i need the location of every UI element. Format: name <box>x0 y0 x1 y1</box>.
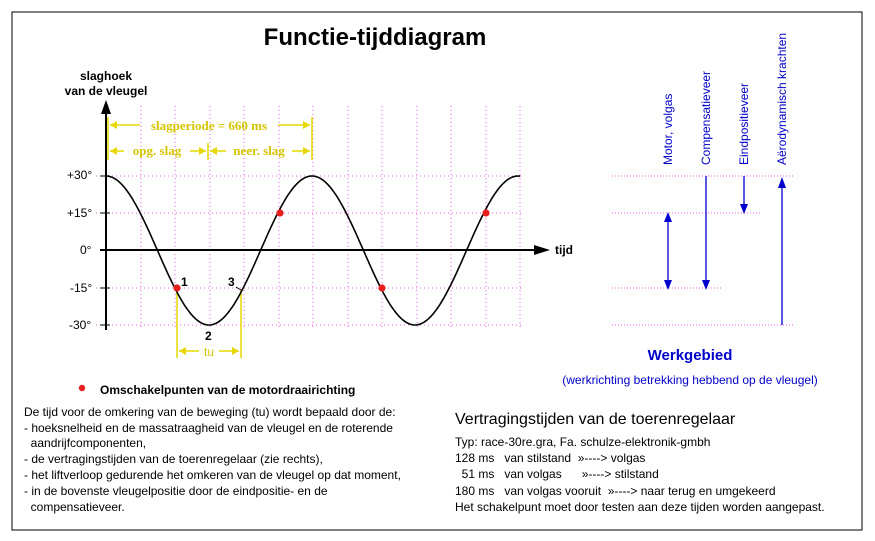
tick-label-minus15: -15° <box>70 281 93 295</box>
switch-point-2 <box>276 209 283 216</box>
delays-type: Typ: race-30re.gra, Fa. schulze-elektronik-gmbh <box>455 435 711 449</box>
force-label-motor: Motor, volgas <box>661 93 675 165</box>
tick-label-plus30: +30° <box>67 168 93 182</box>
y-label-line2: van de vleugel <box>64 84 148 98</box>
switch-point-3 <box>378 284 385 291</box>
x-label: tijd <box>555 243 573 257</box>
tick-label-plus15: +15° <box>67 206 93 220</box>
explanation-line-4: - de vertragingstijden van de toerenregelaar (zie rechts), <box>24 452 323 466</box>
explanation-line-1: De tijd voor de omkering van de beweging (tu) wordt bepaald door de: <box>24 405 396 419</box>
grid <box>96 106 522 330</box>
point-label-1: 1 <box>181 275 188 289</box>
tick-label-minus30: -30° <box>69 318 92 332</box>
delays-title: Vertragingstijden van de toerenregelaar <box>455 411 736 428</box>
down-stroke-label: neer. slag <box>233 143 285 158</box>
up-stroke-label: opg. slag <box>132 143 182 158</box>
force-label-aero: Aërodynamisch krachten <box>775 32 789 165</box>
force-label-compensation: Compensatieveer <box>699 70 713 165</box>
force-arrows <box>664 176 786 325</box>
diagram-title: Functie-tijddiagram <box>263 24 487 51</box>
period-label: slagperiode = 660 ms <box>150 118 268 133</box>
explanation-line-3: aandrijfcomponenten, <box>24 436 147 450</box>
delay-row-2: 51 ms van volgas »----> stilstand <box>455 467 659 481</box>
y-axis-arrow <box>101 100 111 114</box>
y-label-line1: slaghoek <box>79 69 133 83</box>
workarea-subtitle: (werkrichting betrekking hebbend op de vleugel) <box>562 373 818 387</box>
delay-row-1: 128 ms van stilstand »----> volgas <box>455 451 646 465</box>
tick-label-zero: 0° <box>80 243 92 257</box>
x-axis-arrow <box>534 245 550 255</box>
switch-point-4 <box>482 209 489 216</box>
tu-label: tu <box>203 345 215 359</box>
force-label-endposition: Eindpositieveer <box>737 82 751 165</box>
explanation-line-2: - hoeksnelheid en de massatraagheid van de vleugel en de roterende <box>24 421 393 435</box>
legend-dot <box>79 385 85 391</box>
legend-label: Omschakelpunten van de motordraairichting <box>100 383 356 397</box>
switch-point-1 <box>173 284 180 291</box>
delay-row-3: 180 ms van volgas vooruit »----> naar terug en umgekeerd <box>455 484 776 498</box>
aero-arrow <box>778 177 786 188</box>
delays-note: Het schakelpunt moet door testen aan deze tijden worden aangepast. <box>455 500 825 514</box>
motor-arrow-up <box>664 212 672 222</box>
explanation-line-5: - het liftverloop gedurende het omkeren van de vleugel op dat moment, <box>24 468 401 482</box>
point-label-3: 3 <box>228 275 235 289</box>
explanation-line-7: compensatieveer. <box>24 500 125 514</box>
motor-arrow-down <box>664 280 672 290</box>
point-label-2: 2 <box>205 329 212 343</box>
force-grid <box>612 176 795 325</box>
workarea-title: Werkgebied <box>647 347 733 364</box>
explanation-line-6: - in de bovenste vleugelpositie door de eindpositie- en de <box>24 484 328 498</box>
